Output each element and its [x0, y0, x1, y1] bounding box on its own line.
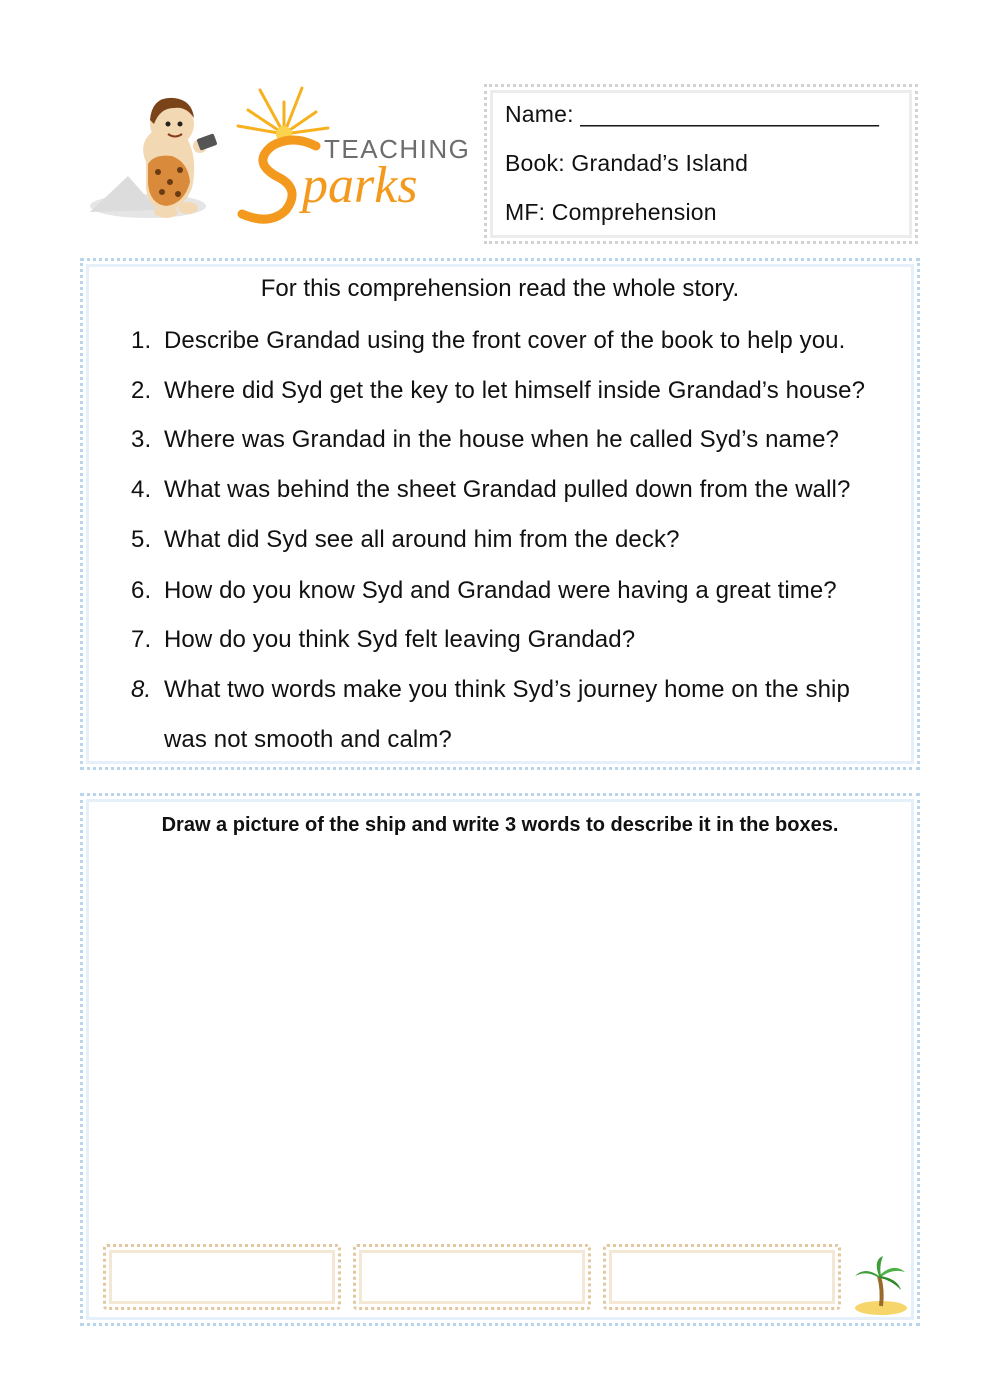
name-blank[interactable]: _______________________ — [580, 101, 880, 127]
brand-top-text: TEACHING — [324, 134, 470, 164]
instructions-text: For this comprehension read the whole story. — [260, 275, 740, 302]
book-title: Book: Grandad’s Island — [505, 150, 749, 176]
questions-box — [80, 258, 920, 770]
question-7: 7. How do you think Syd felt leaving Grandad? — [131, 626, 636, 653]
brand-bottom-text: parks — [302, 157, 418, 214]
word-box-3[interactable] — [603, 1244, 841, 1310]
question-6: 6. How do you know Syd and Grandad were having a great time? — [131, 577, 837, 604]
question-5: 5. What did Syd see all around him from the deck? — [131, 526, 680, 553]
question-8: 8. What two words make you think Syd’s journey home on the ship — [131, 676, 850, 703]
name-label: Name: — [505, 101, 574, 127]
mf-label: MF: Comprehension — [505, 199, 717, 225]
word-box-2[interactable] — [353, 1244, 591, 1310]
teaching-sparks-logo — [88, 84, 470, 234]
question-4: 4. What was behind the sheet Grandad pulled down from the wall? — [131, 476, 851, 503]
question-1: 1. Describe Grandad using the front cover of the book to help you. — [131, 327, 846, 354]
caveman-mascot-icon — [88, 84, 470, 234]
word-box-1[interactable] — [103, 1244, 341, 1310]
drawing-box[interactable] — [80, 793, 920, 1326]
question-3: 3. Where was Grandad in the house when he called Syd’s name? — [131, 426, 839, 453]
question-8-continuation: was not smooth and calm? — [164, 726, 452, 753]
drawing-instruction: Draw a picture of the ship and write 3 words to describe it in the boxes. — [161, 814, 839, 836]
info-box — [484, 84, 918, 244]
question-2: 2. Where did Syd get the key to let himself inside Grandad’s house? — [131, 377, 866, 404]
name-line[interactable] — [505, 101, 879, 128]
palm-island-icon — [853, 1256, 909, 1316]
